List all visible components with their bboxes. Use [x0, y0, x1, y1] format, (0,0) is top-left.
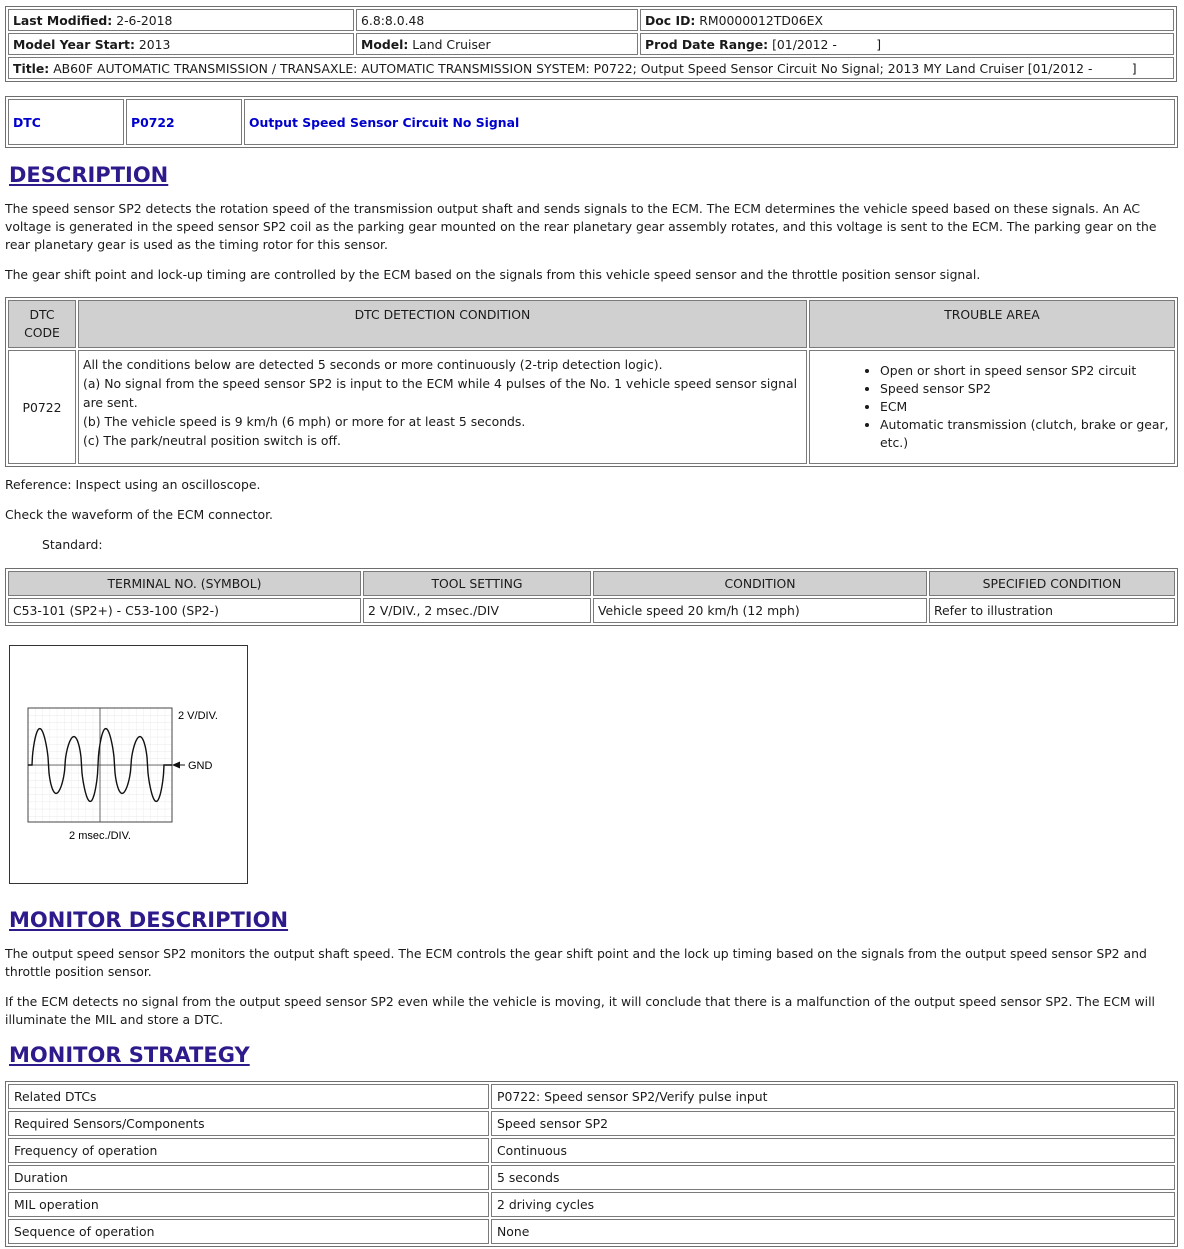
model-value: Land Cruiser	[412, 36, 491, 52]
strategy-value: Continuous	[491, 1138, 1175, 1163]
monitor-strategy-table	[5, 1081, 1178, 1247]
table-row	[8, 1219, 1175, 1244]
terminal-value: C53-101 (SP2+) - C53-100 (SP2-)	[8, 598, 361, 623]
strategy-value: None	[491, 1219, 1175, 1244]
table-row	[8, 1084, 1175, 1109]
dtc-detection-table	[5, 297, 1178, 467]
table-row	[8, 1192, 1175, 1217]
title-cell: Title: AB60F AUTOMATIC TRANSMISSION / TRANSAXLE: AUTOMATIC TRANSMISSION SYSTEM: P0722; Output Speed Sensor Circuit No Signal; 2013 MY Land Cruiser [01/2012 - ]	[8, 57, 1174, 79]
dtc-name: Output Speed Sensor Circuit No Signal	[244, 99, 1175, 145]
condition-line: All the conditions below are detected 5 seconds or more continuously (2-trip detection logic).	[83, 357, 663, 372]
trouble-area-item: • Automatic transmission (clutch, brake or gear, etc.)	[880, 416, 1170, 452]
description-heading: DESCRIPTION	[9, 163, 169, 187]
waveform-illustration	[9, 645, 248, 884]
volt-div-label: 2 V/DIV.	[178, 710, 218, 722]
last-modified-cell: Last Modified: 2-6-2018	[8, 9, 354, 31]
dtc-label: DTC	[8, 99, 124, 145]
description-paragraph-2: The gear shift point and lock-up timing are controlled by the ECM based on the signals from this vehicle speed sensor and the throttle position sensor signal.	[5, 267, 981, 282]
trouble-areas	[809, 350, 1175, 464]
header-dtc-code: DTC CODE	[8, 300, 76, 348]
model-year-cell: Model Year Start: 2013	[8, 33, 354, 55]
prod-range-value: [01/2012 - ]	[772, 36, 882, 52]
strategy-value: Speed sensor SP2	[491, 1111, 1175, 1136]
last-modified-value: 2-6-2018	[116, 12, 173, 28]
document-header-table	[5, 6, 1177, 82]
table-row	[8, 1165, 1175, 1190]
trouble-area-item: • Speed sensor SP2	[880, 380, 1170, 398]
condition-line: (a) No signal from the speed sensor SP2 is input to the ECM while 4 pulses of the No. 1 vehicle speed sensor signal are sent.	[83, 376, 798, 410]
table-row	[8, 1111, 1175, 1136]
header-trouble-area: TROUBLE AREA	[809, 300, 1175, 348]
prod-range-cell: Prod Date Range: [01/2012 - ]	[640, 33, 1174, 55]
monitor-description-paragraph-2: If the ECM detects no signal from the output speed sensor SP2 even while the vehicle is moving, it will conclude that there is a malfunction of the output speed sensor SP2. The ECM will illuminate the MIL and store a DTC.	[5, 994, 1155, 1027]
strategy-key: Related DTCs	[8, 1084, 489, 1109]
header-condition: CONDITION	[593, 571, 927, 596]
specified-condition-value: Refer to illustration	[929, 598, 1175, 623]
monitor-description-heading: MONITOR DESCRIPTION	[9, 908, 289, 932]
strategy-key: Frequency of operation	[8, 1138, 489, 1163]
detection-code: P0722	[8, 350, 76, 464]
trouble-area-item: • Open or short in speed sensor SP2 circuit	[880, 362, 1170, 380]
check-waveform-line: Check the waveform of the ECM connector.	[5, 507, 273, 522]
doc-id-cell: Doc ID: RM0000012TD06EX	[640, 9, 1174, 31]
model-year-value: 2013	[138, 36, 171, 52]
version-cell: 6.8:8.0.48	[356, 9, 638, 31]
header-detection-condition: DTC DETECTION CONDITION	[78, 300, 807, 348]
time-div-label: 2 msec./DIV.	[69, 830, 131, 842]
condition-line: (b) The vehicle speed is 9 km/h (6 mph) or more for at least 5 seconds.	[83, 414, 526, 429]
detection-conditions	[78, 350, 807, 464]
monitor-description-paragraph-1: The output speed sensor SP2 monitors the output shaft speed. The ECM controls the gear shift point and the lock up timing based on the signals from the output speed sensor SP2 and throttle position sensor.	[5, 946, 1147, 979]
dtc-code: P0722	[126, 99, 242, 145]
reference-line: Reference: Inspect using an oscilloscope.	[5, 477, 261, 492]
header-tool-setting: TOOL SETTING	[363, 571, 591, 596]
strategy-value: P0722: Speed sensor SP2/Verify pulse input	[491, 1084, 1175, 1109]
strategy-key: Sequence of operation	[8, 1219, 489, 1244]
dtc-summary-table	[5, 96, 1178, 148]
gnd-label: GND	[188, 760, 213, 772]
strategy-key: MIL operation	[8, 1192, 489, 1217]
header-terminal: TERMINAL NO. (SYMBOL)	[8, 571, 361, 596]
tool-setting-value: 2 V/DIV., 2 msec./DIV	[363, 598, 591, 623]
monitor-strategy-heading: MONITOR STRATEGY	[9, 1043, 250, 1067]
condition-line: (c) The park/neutral position switch is off.	[83, 433, 341, 448]
strategy-key: Required Sensors/Components	[8, 1111, 489, 1136]
strategy-value: 5 seconds	[491, 1165, 1175, 1190]
terminal-table	[5, 568, 1178, 626]
trouble-area-item: • ECM	[880, 398, 1170, 416]
doc-id-value: RM0000012TD06EX	[699, 12, 823, 28]
header-specified-condition: SPECIFIED CONDITION	[929, 571, 1175, 596]
standard-label: Standard:	[42, 537, 103, 552]
condition-value: Vehicle speed 20 km/h (12 mph)	[593, 598, 927, 623]
model-cell: Model: Land Cruiser	[356, 33, 638, 55]
strategy-value: 2 driving cycles	[491, 1192, 1175, 1217]
table-row	[8, 1138, 1175, 1163]
title-value: AB60F AUTOMATIC TRANSMISSION / TRANSAXLE: AUTOMATIC TRANSMISSION SYSTEM: P0722; Output Speed Sensor Circuit No Signal; 2013 MY Land Cruiser [01/2012 - ]	[53, 60, 1137, 76]
waveform-svg	[10, 646, 247, 883]
strategy-key: Duration	[8, 1165, 489, 1190]
description-paragraph-1: The speed sensor SP2 detects the rotation speed of the transmission output shaft and sends signals to the ECM. The ECM determines the vehicle speed based on these signals. An AC voltage is generated in the speed sensor SP2 coil as the parking gear mounted on the rear planetary gear assembly rotates, and this voltage is sent to the ECM. The parking gear on the rear planetary gear is used as the timing rotor for this sensor.	[5, 201, 1157, 252]
